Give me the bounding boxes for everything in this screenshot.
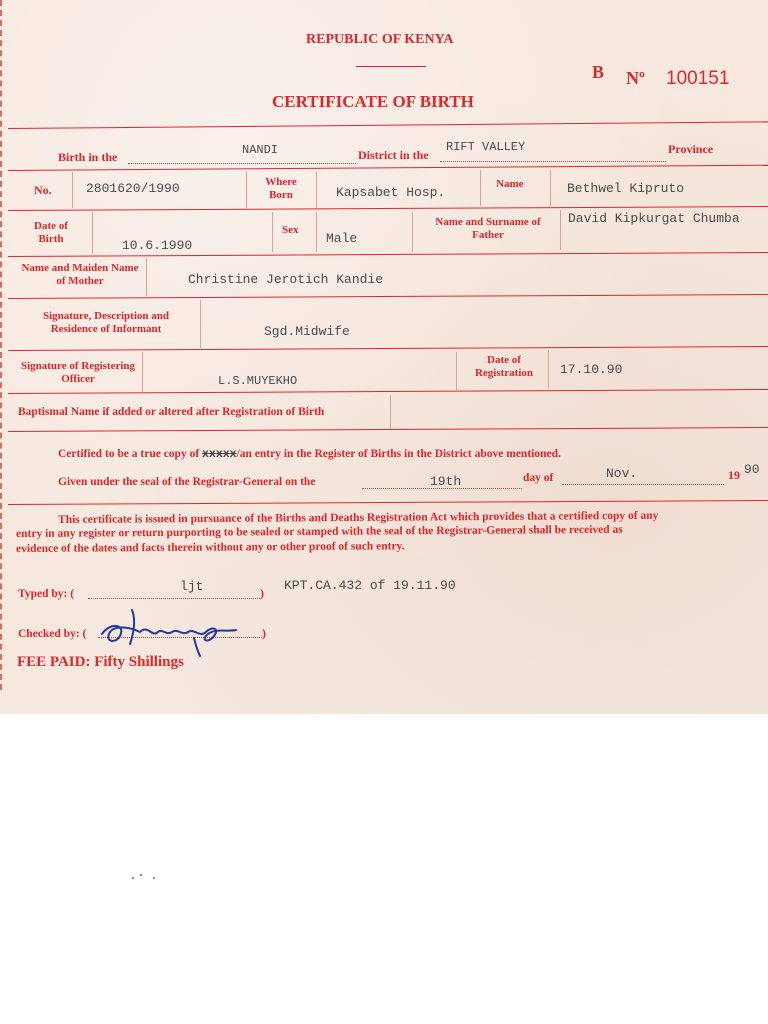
baptismal-label: Baptismal Name if added or altered after Registration of Birth <box>18 406 325 418</box>
rule-6 <box>8 346 768 351</box>
divider <box>548 350 549 388</box>
typed-by-dotted-line <box>88 598 260 599</box>
series-letter: B <box>592 62 605 82</box>
no-label: No. <box>34 183 52 197</box>
informant-label: Signature, Description and Residence of Informant <box>42 310 169 335</box>
mother-value: Christine Jerotich Kandie <box>188 272 384 287</box>
divider <box>412 212 413 252</box>
divider <box>246 172 247 208</box>
divider <box>316 172 317 208</box>
checked-by-close: ) <box>262 626 266 640</box>
province-dotted-line <box>440 161 666 162</box>
certificate-number: 100151 <box>666 68 730 89</box>
scan-speck <box>132 877 134 879</box>
reference-value: KPT.CA.432 of 19.11.90 <box>284 578 456 593</box>
scan-speck <box>140 874 142 876</box>
divider <box>72 172 73 208</box>
district-dotted-line <box>128 163 356 164</box>
rule-8 <box>8 427 768 432</box>
dob-label: Date of Birth <box>34 220 68 245</box>
perforated-edge <box>0 0 6 690</box>
divider <box>146 258 147 296</box>
where-born-label: Where Born <box>265 176 297 201</box>
notice-line-3: evidence of the dates and facts therein without any or other proof of such entry. <box>15 540 405 555</box>
divider <box>316 212 317 252</box>
district-label: District in the <box>358 148 429 162</box>
rule-7 <box>8 389 768 394</box>
typed-by-label: Typed by: ( <box>18 588 75 600</box>
birth-in-label: Birth in the <box>58 150 118 164</box>
divider <box>480 170 481 206</box>
certificate-title: CERTIFICATE OF BIRTH <box>272 92 474 111</box>
divider <box>92 212 93 254</box>
dob-value: 10.6.1990 <box>122 238 193 253</box>
no-value: 2801620/1990 <box>86 181 180 196</box>
divider <box>456 352 457 390</box>
rule-top <box>8 121 768 129</box>
father-value: David Kipkurgat Chumba <box>568 211 740 226</box>
informant-value: Sgd.Midwife <box>264 324 350 339</box>
checked-by-label: Checked by: ( <box>18 628 87 640</box>
notice-line-1: This certificate is issued in pursuance of the Births and Deaths Registration Act which provides that a certified copy of any <box>57 509 659 526</box>
number-prefix: Nº <box>626 68 645 88</box>
divider <box>142 352 143 392</box>
divider <box>390 395 391 429</box>
header-divider <box>356 66 426 67</box>
month-value: Nov. <box>606 466 638 481</box>
officer-label: Signature of Registering Officer <box>20 360 136 385</box>
divider <box>560 210 561 250</box>
registration-date-value: 17.10.90 <box>560 362 623 377</box>
sex-value: Male <box>326 231 358 246</box>
typed-by-close: ) <box>260 586 264 600</box>
rule-5 <box>8 294 768 299</box>
sex-label: Sex <box>282 224 299 236</box>
divider <box>200 300 201 348</box>
officer-value: L.S.MUYEKHO <box>218 374 298 388</box>
given-under-seal-label: Given under the seal of the Registrar-General on the <box>58 476 316 488</box>
notice-line-2: entry in any register or return purporting to be sealed or stamped with the seal of the Registrar-General shall be received as <box>15 523 623 540</box>
divider <box>550 170 551 206</box>
fee-paid: FEE PAID: Fifty Shillings <box>17 654 184 670</box>
registrar-signature <box>96 602 246 658</box>
province-label: Province <box>668 142 714 156</box>
certified-line: Certified to be a true copy of xxxxx/an entry in the Register of Births in the District above mentioned. <box>58 448 561 461</box>
republic-heading: REPUBLIC OF KENYA <box>306 32 454 47</box>
day-value: 19th <box>430 474 462 489</box>
district-value: NANDI <box>242 143 279 157</box>
where-born-value: Kapsabet Hosp. <box>336 185 446 200</box>
rule-2 <box>8 165 768 171</box>
year-prefix: 19 <box>728 468 740 482</box>
registration-date-label: Date of Registration <box>474 354 534 379</box>
day-of-label: day of <box>523 472 554 484</box>
child-name-value: Bethwel Kipruto <box>567 181 685 196</box>
rule-9 <box>8 500 768 505</box>
scan-speck <box>153 877 155 879</box>
father-label: Name and Surname of Father <box>435 216 541 241</box>
year-value: 90 <box>744 462 760 477</box>
struck-text: xxxxx <box>202 448 237 461</box>
typed-by-value: ljt <box>180 579 204 594</box>
divider <box>272 212 273 252</box>
mother-label: Name and Maiden Name of Mother <box>21 262 139 287</box>
name-label: Name <box>496 178 524 190</box>
month-dotted-line <box>562 484 724 485</box>
province-value: RIFT VALLEY <box>446 140 526 154</box>
